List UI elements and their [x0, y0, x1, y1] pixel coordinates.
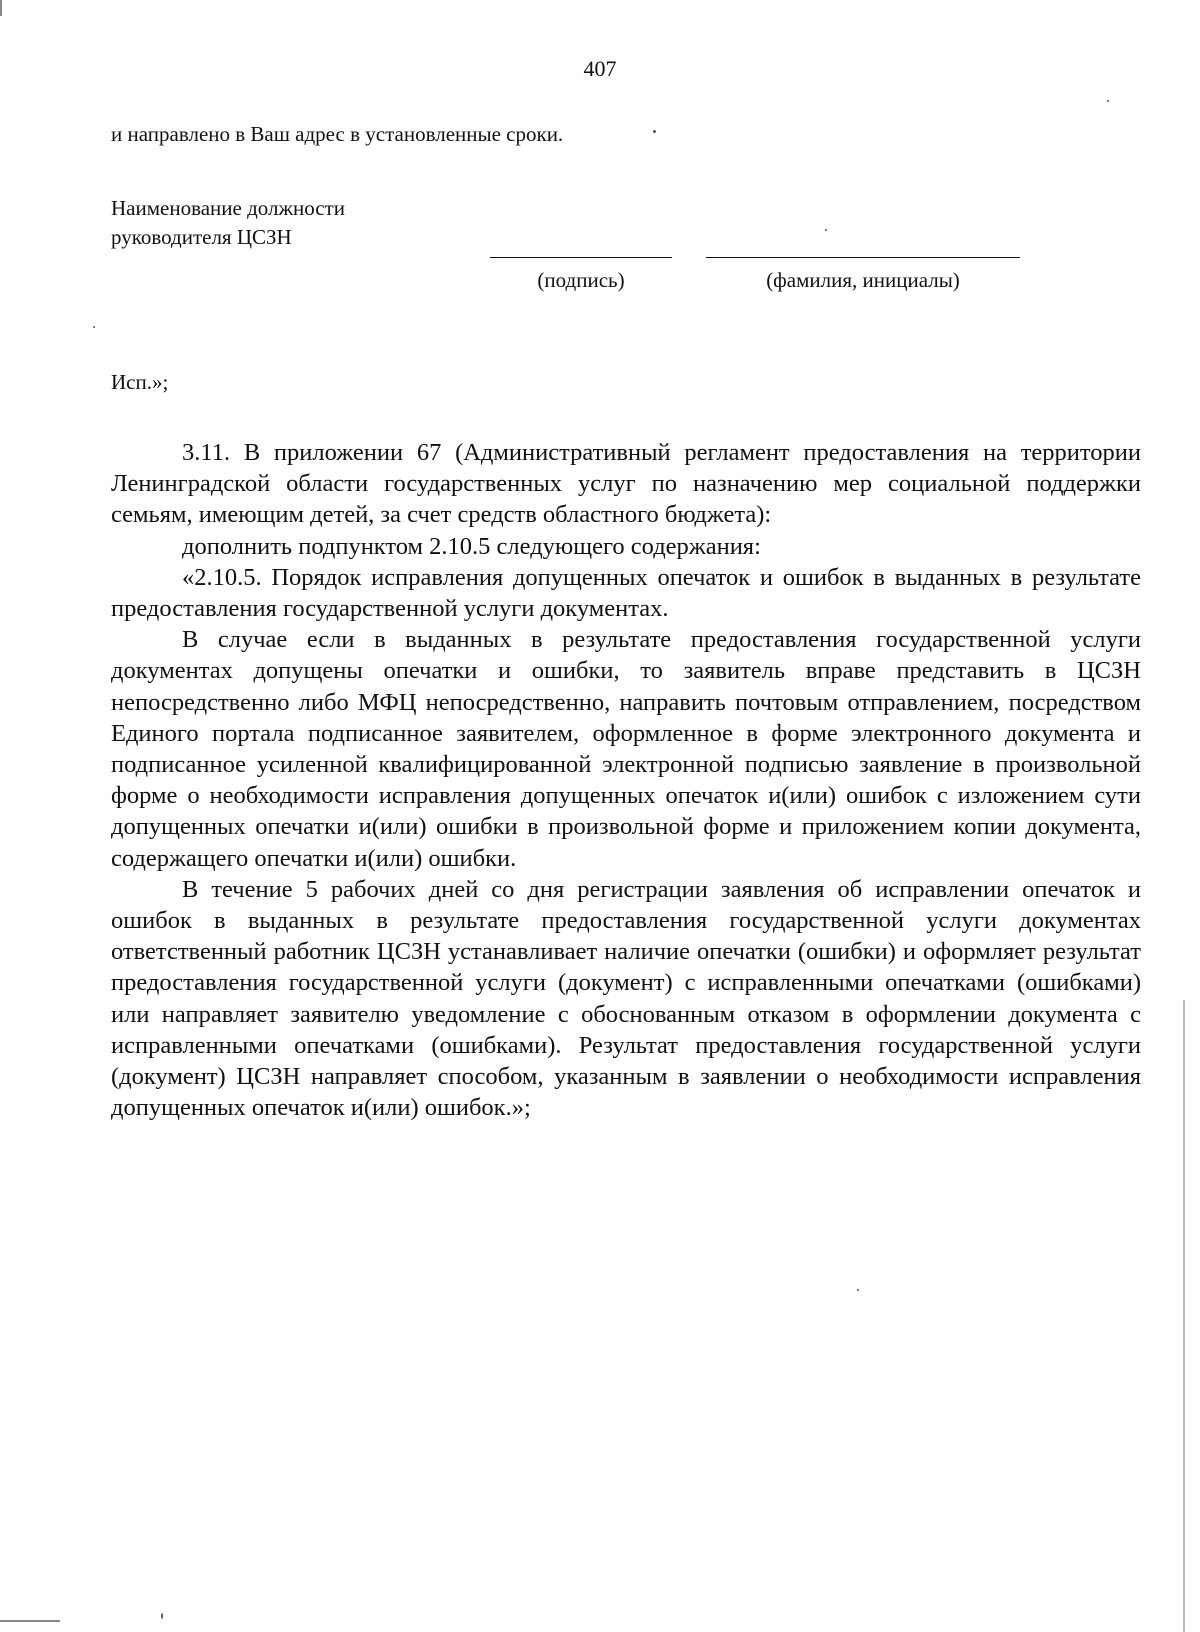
paragraph-amend-instruction: дополнить подпунктом 2.10.5 следующего содержания: [182, 532, 761, 560]
signature-caption: (подпись) [537, 268, 625, 292]
intro-line: и направлено в Ваш адрес в установленные сроки. [111, 122, 564, 146]
scan-speck [93, 326, 95, 328]
position-title [111, 194, 345, 252]
scan-edge-mark [0, 0, 2, 16]
name-line [706, 257, 1020, 258]
paragraph-correction-request: В случае если в выданных в результате предоставления государственной услуги документах допущены опечатки и ошибки, то заявитель вправе представить в ЦСЗН непосредственно либо МФЦ непосредственно, направить почтовым отправлением, посредством Единого портала подписанное заявителем, оформленное в форме электронного документа и подписанное усиленной квалифицированной электронной подписью заявление в произвольной форме о необходимости исправления допущенных опечаток и(или) ошибок с изложением сути допущенных опечатки и(или) ошибки в произвольной форме и приложением копии документа, содержащего опечатки и(или) ошибки. [111, 626, 1141, 872]
signature-line [490, 257, 672, 258]
scan-edge-mark [1183, 1000, 1185, 1632]
scan-speck [857, 1289, 859, 1291]
scan-speck [825, 229, 827, 231]
paragraph-correction-term: В течение 5 рабочих дней со дня регистрации заявления об исправлении опечаток и ошибок в выданных в результате предоставления государственной услуги документах ответственный работник ЦСЗН устанавливает наличие опечатки (ошибки) и оформляет результат предоставления государственной услуги (документ) с исправленными опечатками (ошибками) или направляет заявителю уведомление с обоснованным отказом в оформлении документа с исправленными опечатками (ошибками). Результат предоставления государственной услуги (документ) ЦСЗН направляет способом, указанным в заявлении о необходимости исправления допущенных опечаток и(или) ошибок.»; [111, 875, 1141, 1122]
scan-speck [653, 130, 656, 133]
paragraph-item-3-11: 3.11. В приложении 67 (Административный регламент предоставления на территории Ленинградской области государственных услуг по назначению мер социальной поддержки семьям, имеющим детей, за счет средств областного бюджета): [111, 439, 1141, 529]
name-caption: (фамилия, инициалы) [766, 268, 960, 292]
page-number: 407 [583, 56, 617, 81]
scan-speck [161, 1613, 163, 1619]
executor-label: Исп.»; [111, 370, 169, 394]
scan-speck [1107, 100, 1109, 102]
scan-edge-mark [0, 1620, 60, 1622]
position-line-1: Наименование должности [111, 196, 345, 220]
paragraph-2-10-5-heading: «2.10.5. Порядок исправления допущенных опечаток и ошибок в выданных в результате предоставления государственной услуги документах. [111, 563, 1141, 623]
position-line-2: руководителя ЦСЗН [111, 225, 292, 249]
body-text [111, 437, 1141, 1123]
